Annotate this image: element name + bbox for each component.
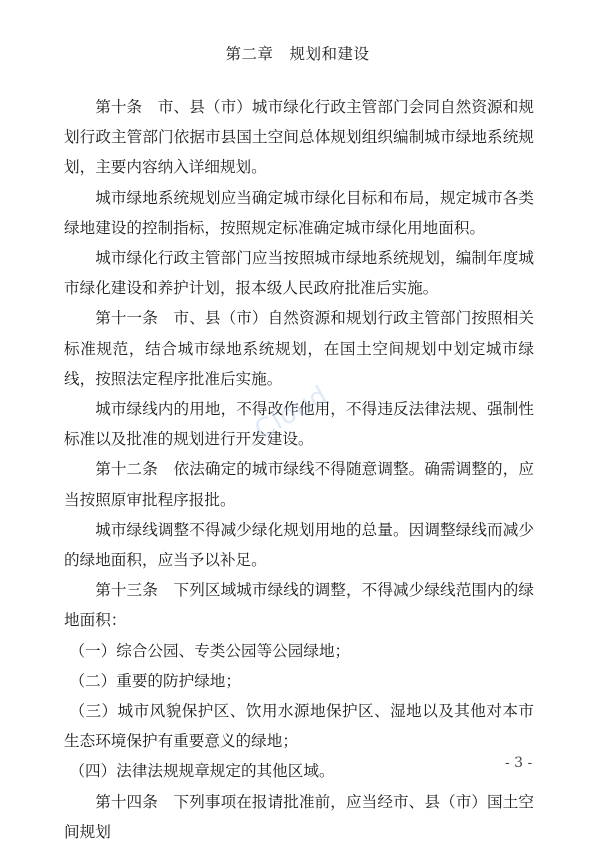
watermark-logo: Cloud [249,380,334,446]
document-body [64,92,534,847]
article-12-paragraph: 第十二条 依法确定的城市绿线不得随意调整。确需调整的，应当按照原审批程序报批。 [64,460,534,509]
page-number: - 3 - [505,755,533,771]
article-11-paragraph: 第十一条 市、县（市）自然资源和规划行政主管部门按照相关标准规范，结合城市绿地系统规划，在国土空间规划中划定城市绿线，按照法定程序批准后实施。 [64,309,534,388]
article-14-paragraph: 第十四条 下列事项在报请批准前，应当经市、县（市）国土空间规划 [64,792,534,841]
green-line-land-paragraph: 城市绿线内的用地，不得改作他用，不得违反法律法规、强制性标准以及批准的规划进行开发建设。 [64,400,534,449]
green-system-plan-paragraph: 城市绿地系统规划应当确定城市绿化目标和布局，规定城市各类绿地建设的控制指标，按照规定标准确定城市绿化用地面积。 [64,188,534,237]
chapter-title: 第二章 规划和建设 [225,45,370,63]
green-line-adjustment-paragraph: 城市绿线调整不得减少绿化规划用地的总量。因调整绿线而减少的绿地面积，应当予以补足。 [64,520,534,570]
article-10-paragraph: 第十条 市、县（市）城市绿化行政主管部门会同自然资源和规划行政主管部门依据市县国土空间总体规划组织编制城市绿地系统规划，主要内容纳入详细规划。 [64,98,534,177]
list-item: （一）综合公园、专类公园等公园绿地； [69,641,351,660]
list-item: （二）重要的防护绿地； [69,671,241,690]
list-item: （三）城市风貌保护区、饮用水源地保护区、湿地以及其他对本市生态环境保护有重要意义的绿地； [64,702,534,751]
article-13-paragraph: 第十三条 下列区域城市绿线的调整，不得减少绿线范围内的绿地面积： [64,581,534,630]
annual-plan-paragraph: 城市绿化行政主管部门应当按照城市绿地系统规划，编制年度城市绿化建设和养护计划，报本级人民政府批准后实施。 [64,249,534,298]
list-item: （四）法律法规规章规定的其他区域。 [69,762,335,781]
